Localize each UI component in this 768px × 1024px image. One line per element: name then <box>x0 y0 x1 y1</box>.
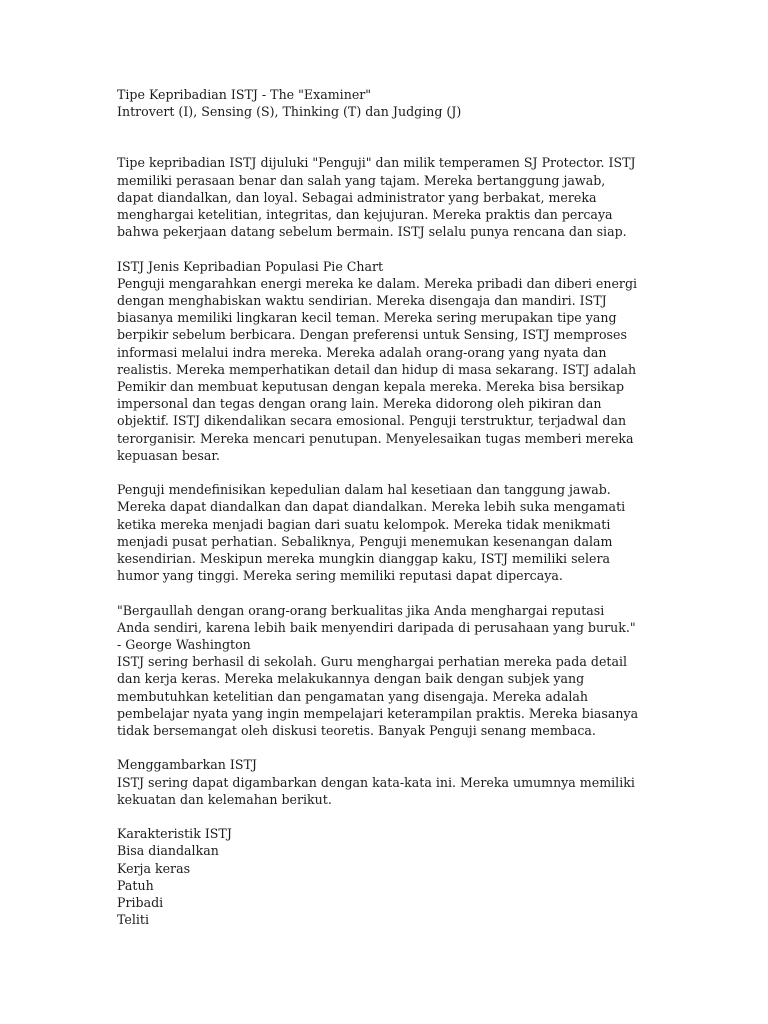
paragraph-line: Pemikir dan membuat keputusan dengan kepala mereka. Mereka bisa bersikap <box>117 379 625 395</box>
paragraph-line: pembelajar nyata yang ingin mempelajari keterampilan praktis. Mereka biasanya <box>117 705 639 721</box>
paragraph-line: menghargai ketelitian, integritas, dan kejujuran. Mereka praktis dan percaya <box>117 207 613 223</box>
paragraph-line: Penguji mengarahkan energi mereka ke dalam. Mereka pribadi dan diberi energi <box>117 275 638 291</box>
paragraph-line: Penguji mendefinisikan kepedulian dalam hal kesetiaan dan tanggung jawab. <box>117 482 611 498</box>
paragraph-line: terorganisir. Mereka mencari penutupan. Menyelesaikan tugas memberi mereka <box>117 430 634 446</box>
paragraph-line: Tipe kepribadian ISTJ dijuluki "Penguji" dan milik temperamen SJ Protector. ISTJ <box>117 155 636 171</box>
document-title: Tipe Kepribadian ISTJ - The "Examiner" <box>117 87 372 102</box>
loyalty-paragraph <box>117 481 662 584</box>
section-heading: ISTJ Jenis Kepribadian Populasi Pie Chart <box>117 258 384 274</box>
paragraph-line: ISTJ sering berhasil di sekolah. Guru menghargai perhatian mereka pada detail <box>117 654 628 670</box>
intro-paragraph <box>117 154 662 240</box>
section-heading: Karakteristik ISTJ <box>117 826 232 842</box>
describe-section <box>117 756 662 808</box>
section-heading: Menggambarkan ISTJ <box>117 757 257 773</box>
quote-line: Anda sendiri, karena lebih baik menyendiri daripada di perusahaan yang buruk." <box>117 619 636 635</box>
population-section <box>117 258 662 464</box>
paragraph-line: informasi melalui indra mereka. Mereka adalah orang-orang yang nyata dan <box>117 344 607 360</box>
paragraph-line: kekuatan dan kelemahan berikut. <box>117 791 332 807</box>
trait-item: Kerja keras <box>117 860 191 876</box>
paragraph-line: humor yang tinggi. Mereka sering memiliki reputasi dapat dipercaya. <box>117 568 563 584</box>
paragraph-line: kepuasan besar. <box>117 447 220 463</box>
paragraph-line: berpikir sebelum berbicara. Dengan preferensi untuk Sensing, ISTJ memproses <box>117 327 627 343</box>
paragraph-line: impersonal dan tegas dengan orang lain. Mereka didorong oleh pikiran dan <box>117 396 602 412</box>
quote-attribution: - George Washington <box>117 637 251 653</box>
trait-item: Teliti <box>117 912 150 928</box>
quote-line: "Bergaullah dengan orang-orang berkualitas jika Anda menghargai reputasi <box>117 602 605 618</box>
traits-section <box>117 825 662 928</box>
paragraph-line: tidak bersemangat oleh diskusi teoretis. Banyak Penguji senang membaca. <box>117 723 596 739</box>
document-header <box>117 86 662 120</box>
document-body <box>117 86 662 946</box>
paragraph-line: Mereka dapat diandalkan dan dapat diandalkan. Mereka lebih suka mengamati <box>117 499 626 515</box>
quote-section <box>117 602 662 740</box>
paragraph-line: ISTJ sering dapat digambarkan dengan kata-kata ini. Mereka umumnya memiliki <box>117 774 635 790</box>
paragraph-line: ketika mereka menjadi bagian dari suatu kelompok. Mereka tidak menikmati <box>117 516 611 532</box>
paragraph-line: dengan menghabiskan waktu sendirian. Mereka disengaja dan mandiri. ISTJ <box>117 293 607 309</box>
paragraph-line: bahwa pekerjaan datang sebelum bermain. ISTJ selalu punya rencana dan siap. <box>117 224 627 240</box>
paragraph-line: membutuhkan ketelitian dan pengamatan yang disengaja. Mereka adalah <box>117 688 589 704</box>
document-subtitle: Introvert (I), Sensing (S), Thinking (T) dan Judging (J) <box>117 104 462 120</box>
paragraph-line: dapat diandalkan, dan loyal. Sebagai administrator yang berbakat, mereka <box>117 189 597 205</box>
trait-item: Bisa diandalkan <box>117 843 219 859</box>
paragraph-line: menjadi pusat perhatian. Sebaliknya, Penguji menemukan kesenangan dalam <box>117 533 613 549</box>
paragraph-line: realistis. Mereka memperhatikan detail dan hidup di masa sekarang. ISTJ adalah <box>117 361 637 377</box>
paragraph-line: objektif. ISTJ dikendalikan secara emosional. Penguji terstruktur, terjadwal dan <box>117 413 627 429</box>
paragraph-line: memiliki perasaan benar dan salah yang tajam. Mereka bertanggung jawab, <box>117 172 606 188</box>
trait-item: Pribadi <box>117 895 164 911</box>
paragraph-line: kesendirian. Meskipun mereka mungkin dianggap kaku, ISTJ memiliki selera <box>117 551 610 567</box>
paragraph-line: dan kerja keras. Mereka melakukannya dengan baik dengan subjek yang <box>117 671 585 687</box>
trait-item: Patuh <box>117 877 154 893</box>
paragraph-line: biasanya memiliki lingkaran kecil teman. Mereka sering merupakan tipe yang <box>117 310 617 326</box>
